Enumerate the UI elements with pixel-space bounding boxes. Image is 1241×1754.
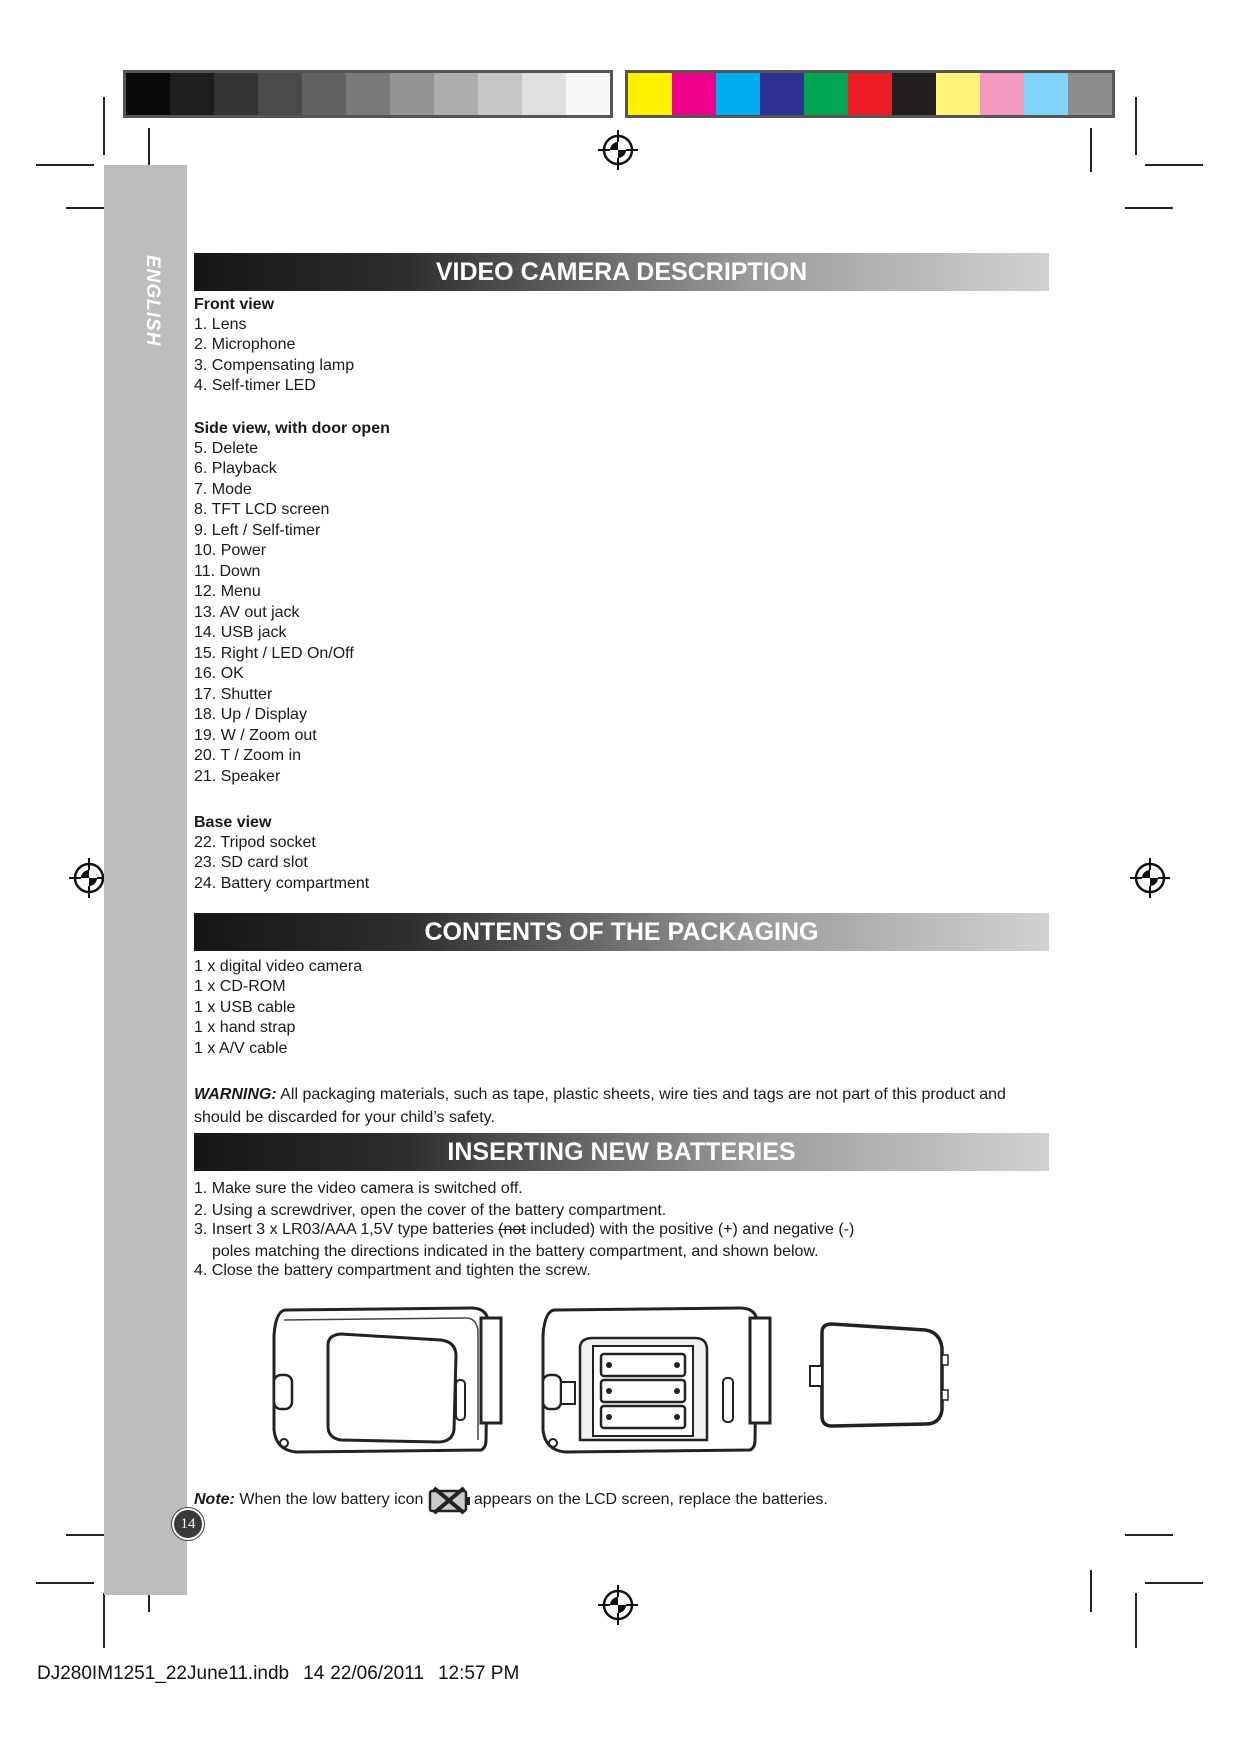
color-swatch: [170, 73, 214, 115]
side-view-item: 10. Power: [194, 541, 267, 559]
front-view-item: 2. Microphone: [194, 335, 296, 353]
side-view-item: 5. Delete: [194, 440, 259, 457]
color-swatch: [936, 73, 980, 115]
side-view-item: 15. Right / LED On/Off: [194, 645, 354, 662]
side-view-item: 14. USB jack: [194, 623, 287, 641]
camera-open-illustration: [535, 1290, 775, 1470]
registration-mark-icon: [1130, 858, 1170, 898]
note-text-end: appears on the LCD screen, replace the batteries.: [473, 1491, 828, 1509]
packaging-item: 1 x hand strap: [194, 1018, 296, 1036]
crop-mark: [1145, 1582, 1203, 1584]
packaging-item: 1 x CD-ROM: [194, 977, 286, 995]
side-view-item: 19. W / Zoom out: [194, 727, 317, 744]
side-view-item: 12. Menu: [194, 582, 261, 600]
front-view-item: 4. Self-timer LED: [194, 376, 316, 394]
base-view-item: 24. Battery compartment: [194, 875, 370, 892]
color-swatch: [566, 73, 610, 115]
crop-mark: [36, 164, 94, 166]
battery-step-3-end: included) with the positive (+) and negative (-): [525, 1221, 855, 1238]
color-swatch: [804, 73, 848, 115]
note-text-start: When the low battery icon: [234, 1491, 428, 1509]
side-view-item: 7. Mode: [194, 481, 252, 498]
crop-mark: [1125, 207, 1173, 209]
crop-mark: [1135, 1593, 1137, 1648]
registration-mark-icon: [69, 858, 109, 898]
color-swatch: [1024, 73, 1068, 115]
color-swatch: [522, 73, 566, 115]
base-view-item: 23. SD card slot: [194, 853, 308, 871]
color-swatch: [672, 73, 716, 115]
base-view-item: 22. Tripod socket: [194, 834, 316, 851]
language-label: ENGLISH: [142, 255, 163, 347]
color-swatch: [760, 73, 804, 115]
side-view-item: 11. Down: [194, 563, 261, 580]
crop-mark: [1090, 1570, 1092, 1612]
front-view-item: 3. Compensating lamp: [194, 357, 355, 374]
battery-step-3-struck: (not: [498, 1221, 526, 1238]
warning-label: WARNING:: [194, 1086, 277, 1103]
section-banner-batteries: INSERTING NEW BATTERIES: [194, 1133, 1049, 1171]
slug-date: 22/06/2011: [330, 1663, 424, 1684]
side-view-heading: Side view, with door open: [194, 420, 390, 437]
color-swatch: [848, 73, 892, 115]
battery-step-1: 1. Make sure the video camera is switched off.: [194, 1180, 523, 1197]
crop-mark: [1125, 1534, 1173, 1536]
slug-file: DJ280IM1251_22June11.indb: [37, 1663, 290, 1684]
battery-note: [194, 1485, 828, 1515]
registration-mark-icon: [598, 1585, 638, 1625]
color-swatch: [628, 73, 672, 115]
slug-page: 14: [303, 1663, 325, 1684]
front-view-heading: Front view: [194, 296, 275, 313]
side-view-item: 18. Up / Display: [194, 705, 307, 723]
side-view-item: 9. Left / Self-timer: [194, 522, 321, 539]
side-view-item: 13. AV out jack: [194, 604, 300, 621]
battery-step-2: 2. Using a screwdriver, open the cover of the battery compartment.: [194, 1202, 667, 1219]
color-swatch: [390, 73, 434, 115]
page-number-badge: 14: [172, 1508, 204, 1540]
side-view-item: 16. OK: [194, 664, 244, 682]
battery-step-4: 4. Close the battery compartment and tighten the screw.: [194, 1262, 591, 1279]
color-swatch: [980, 73, 1024, 115]
crop-mark: [1145, 164, 1203, 166]
note-label: Note:: [194, 1491, 235, 1509]
color-swatch: [1068, 73, 1112, 115]
color-swatch: [214, 73, 258, 115]
front-view-item: 1. Lens: [194, 316, 247, 333]
section-banner-description: VIDEO CAMERA DESCRIPTION: [194, 253, 1049, 291]
packaging-item: 1 x digital video camera: [194, 958, 363, 975]
side-view-item: 21. Speaker: [194, 768, 281, 785]
print-slug: [37, 1663, 533, 1685]
color-swatch: [716, 73, 760, 115]
language-sidebar: [104, 165, 187, 1595]
grayscale-color-bar: [123, 70, 613, 118]
color-swatch: [434, 73, 478, 115]
low-battery-icon: [428, 1485, 472, 1515]
crop-mark: [1135, 97, 1137, 155]
battery-step-3-start: 3. Insert 3 x LR03/AAA 1,5V type batteries: [194, 1221, 499, 1238]
registration-mark-icon: [598, 130, 638, 170]
crop-mark: [103, 1593, 105, 1648]
color-swatch: [346, 73, 390, 115]
slug-time: 12:57 PM: [437, 1663, 520, 1684]
base-view-heading: Base view: [194, 814, 272, 831]
battery-step-3: [194, 1221, 854, 1239]
color-swatch: [478, 73, 522, 115]
side-view-item: 20. T / Zoom in: [194, 746, 302, 764]
packaging-item: 1 x USB cable: [194, 999, 296, 1016]
side-view-item: 6. Playback: [194, 459, 277, 477]
color-swatch: [258, 73, 302, 115]
color-swatch: [126, 73, 170, 115]
section-banner-packaging: CONTENTS OF THE PACKAGING: [194, 913, 1049, 951]
side-view-item: 17. Shutter: [194, 686, 273, 703]
color-swatch: [302, 73, 346, 115]
battery-cover-illustration: [800, 1320, 960, 1435]
camera-closed-illustration: [266, 1290, 506, 1470]
side-view-item: 8. TFT LCD screen: [194, 500, 330, 518]
crop-mark: [36, 1582, 94, 1584]
battery-step-3-continued: poles matching the directions indicated in the battery compartment, and shown below.: [212, 1243, 819, 1260]
color-swatch: [892, 73, 936, 115]
crop-mark: [1090, 128, 1092, 172]
packaging-item: 1 x A/V cable: [194, 1040, 288, 1057]
process-color-bar: [625, 70, 1115, 118]
warning-text: All packaging materials, such as tape, plastic sheets, wire ties and tags are not part of this product and should be discarded for your child’s safety.: [194, 1086, 1006, 1126]
warning-paragraph: [194, 1083, 1054, 1129]
crop-mark: [103, 97, 105, 155]
